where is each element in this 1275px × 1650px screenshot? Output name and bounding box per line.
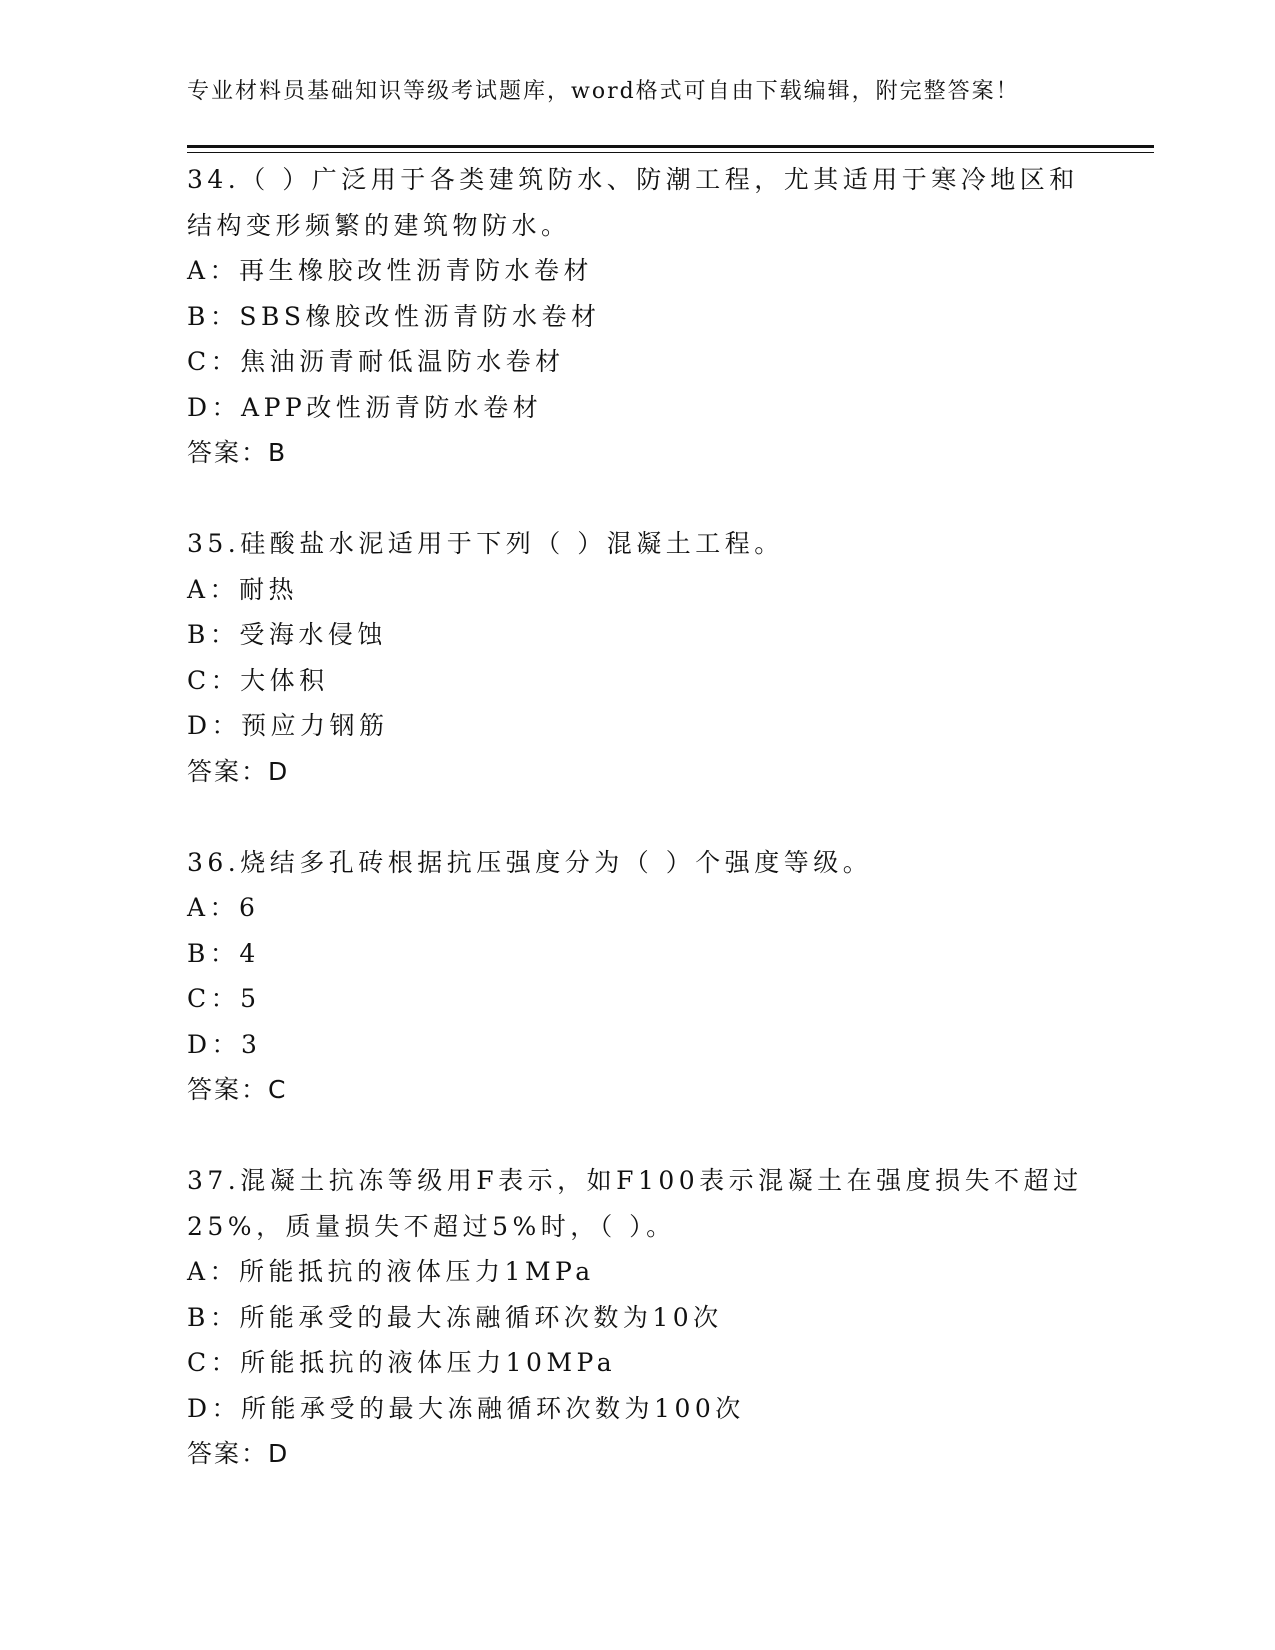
question-stem-line: 35.硅酸盐水泥适用于下列（ ）混凝土工程。 — [187, 529, 784, 558]
option-b: B：所能承受的最大冻融循环次数为10次 — [187, 1302, 723, 1332]
question-stem-line: 37.混凝土抗冻等级用F表示，如F100表示混凝土在强度损失不超过 — [187, 1166, 1083, 1195]
option-b: B：受海水侵蚀 — [187, 620, 387, 649]
option-a: A：6 — [187, 893, 260, 922]
question-stem-line: 结构变形频繁的建筑物防水。 — [187, 210, 571, 240]
option-d: D：3 — [187, 1029, 262, 1059]
answer-label: 答案：B — [187, 438, 288, 467]
question-spacer — [187, 476, 1087, 522]
option-c: C：焦油沥青耐低温防水卷材 — [187, 347, 565, 376]
question-37 — [187, 1158, 1087, 1477]
question-spacer — [187, 794, 1087, 840]
answer-label: 答案：D — [187, 756, 290, 786]
option-c: C：大体积 — [187, 665, 329, 695]
question-36 — [187, 840, 1087, 1113]
option-a: A：所能抵抗的液体压力1MPa — [187, 1257, 595, 1286]
header-rule-thin — [187, 152, 1154, 153]
option-d: D：所能承受的最大冻融循环次数为100次 — [187, 1393, 745, 1423]
question-35 — [187, 521, 1087, 794]
question-spacer — [187, 1113, 1087, 1159]
question-stem-line: 25%，质量损失不超过5%时，（ ）。 — [187, 1211, 676, 1241]
option-a: A：耐热 — [187, 574, 299, 604]
option-b: B：SBS橡胶改性沥青防水卷材 — [187, 301, 601, 331]
header-rule-thick — [187, 145, 1154, 148]
option-a: A：再生橡胶改性沥青防水卷材 — [187, 256, 594, 285]
option-d: D：APP改性沥青防水卷材 — [187, 392, 543, 422]
question-list — [187, 157, 1087, 1477]
question-34 — [187, 157, 1087, 476]
answer-label: 答案：C — [187, 1075, 288, 1104]
page-header: 专业材料员基础知识等级考试题库，word格式可自由下载编辑，附完整答案！ — [187, 79, 1020, 104]
option-c: C：所能抵抗的液体压力10MPa — [187, 1348, 617, 1377]
question-stem-line: 36.烧结多孔砖根据抗压强度分为（ ）个强度等级。 — [187, 847, 873, 877]
option-d: D：预应力钢筋 — [187, 711, 389, 740]
option-b: B：4 — [187, 938, 260, 968]
option-c: C：5 — [187, 984, 261, 1013]
question-stem-line: 34.（ ）广泛用于各类建筑防水、防潮工程，尤其适用于寒冷地区和 — [187, 165, 1079, 194]
answer-label: 答案：D — [187, 1439, 290, 1468]
